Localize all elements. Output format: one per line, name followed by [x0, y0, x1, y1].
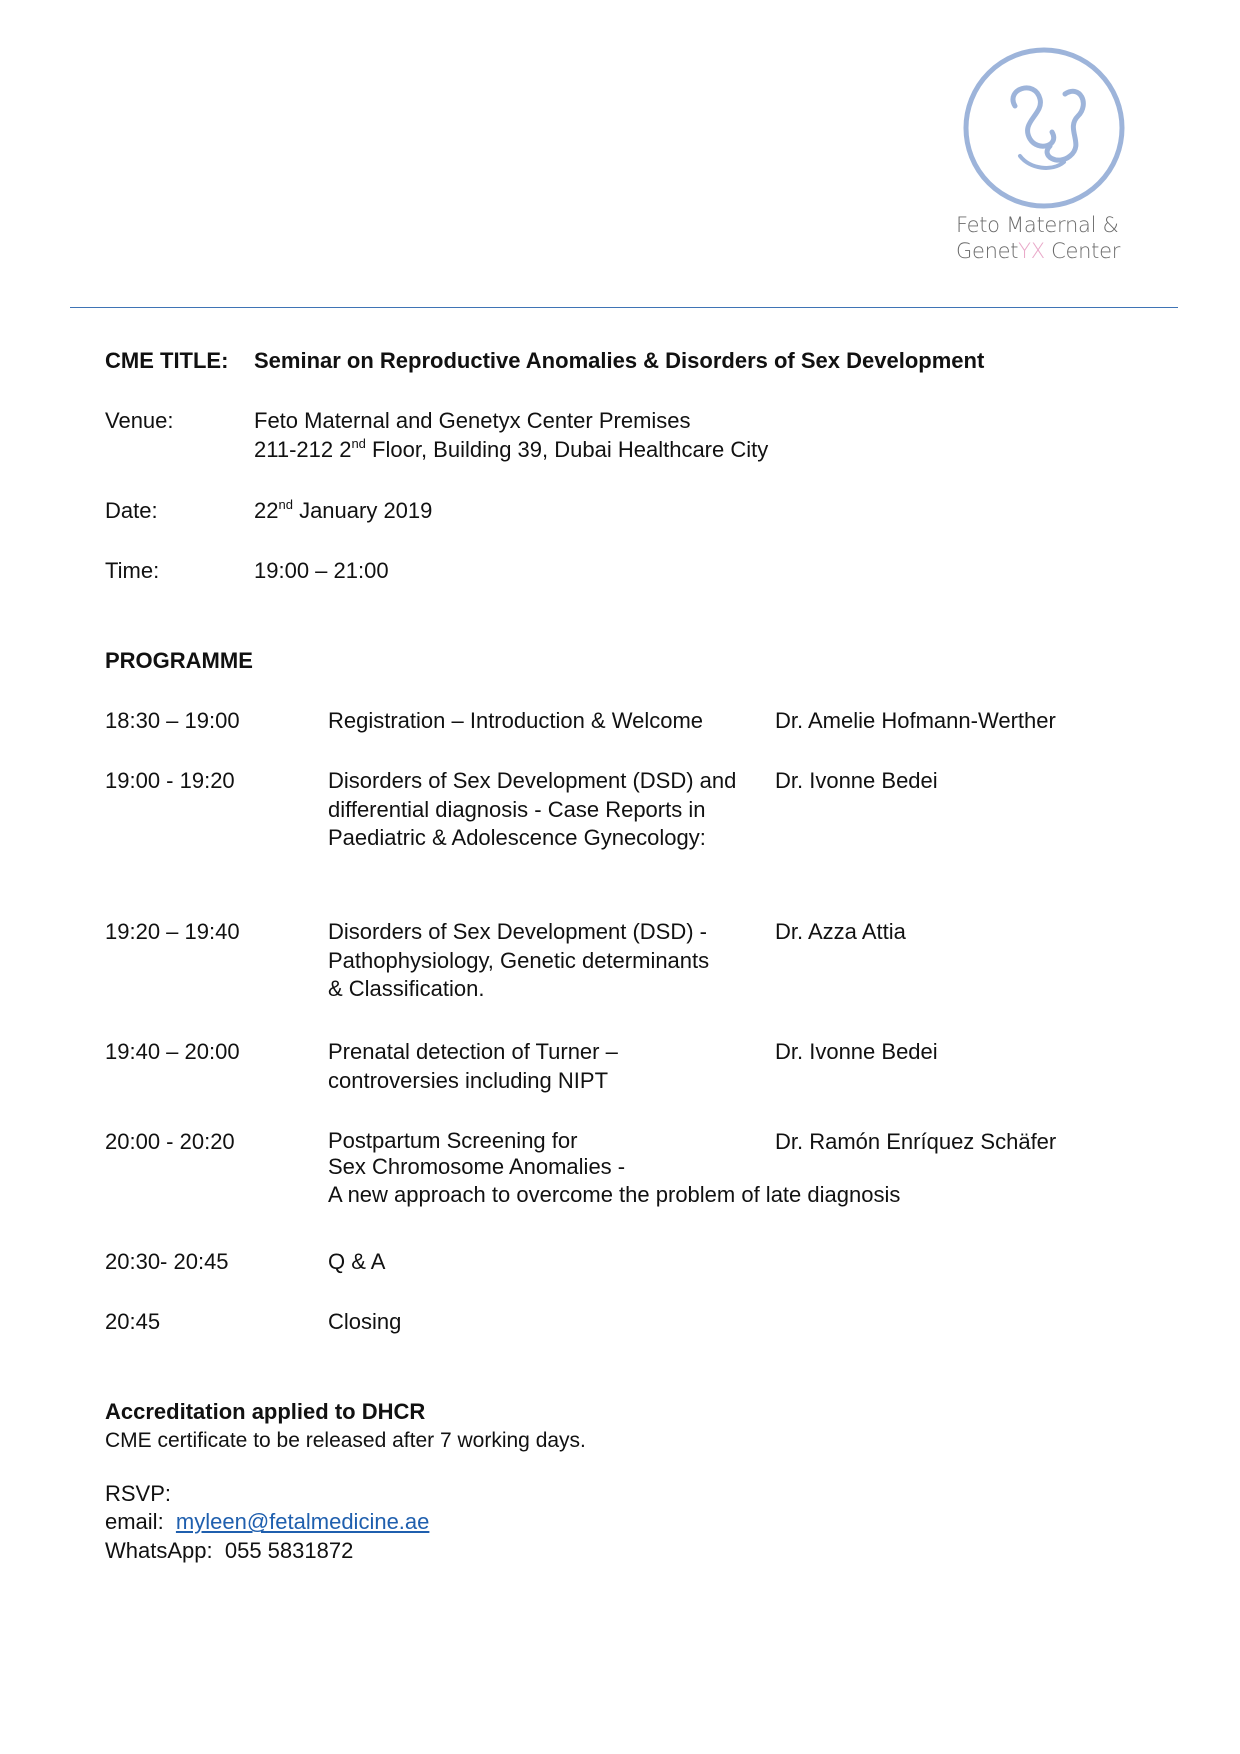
- programme-time: 20:00 - 20:20: [105, 1129, 235, 1154]
- certificate-note: CME certificate to be released after 7 working days.: [105, 1428, 586, 1452]
- programme-time: 19:40 – 20:00: [105, 1039, 240, 1064]
- programme-speaker: Dr. Ramón Enríquez Schäfer: [775, 1129, 1057, 1154]
- programme-time: 18:30 – 19:00: [105, 708, 240, 733]
- whatsapp-row: WhatsApp: 055 5831872: [105, 1538, 354, 1564]
- logo-line-2: GenetYX Center: [956, 239, 1121, 263]
- whatsapp-number: 055 5831872: [224, 1538, 354, 1564]
- venue-value: [254, 407, 1054, 464]
- cme-title: Seminar on Reproductive Anomalies & Disorders of Sex Development: [254, 348, 985, 373]
- footer-block: [105, 1398, 1125, 1566]
- logo-line-1: Feto Maternal &: [956, 213, 1119, 237]
- programme-description: Closing: [328, 1309, 402, 1334]
- programme-heading: PROGRAMME: [105, 648, 253, 673]
- center-logo: [956, 44, 1156, 274]
- venue-line-1: Feto Maternal and Genetyx Center Premises: [254, 408, 691, 433]
- venue-line-2: 211-212 2nd Floor, Building 39, Dubai Healthcare City: [254, 435, 769, 462]
- venue-label: Venue:: [105, 408, 174, 433]
- logo-wordmark: [956, 212, 1156, 264]
- programme-description: Disorders of Sex Development (DSD) - Pathophysiology, Genetic determinants & Classification.: [328, 919, 710, 1002]
- header-divider: [70, 307, 1178, 308]
- programme-speaker: Dr. Amelie Hofmann-Werther: [775, 708, 1056, 733]
- programme-description: Q & A: [328, 1249, 386, 1274]
- programme-time: 19:00 - 19:20: [105, 768, 235, 793]
- programme-speaker: Dr. Ivonne Bedei: [775, 768, 938, 793]
- email-row: email: myleen@fetalmedicine.ae: [105, 1509, 430, 1535]
- email-link[interactable]: myleen@fetalmedicine.ae: [175, 1509, 430, 1535]
- fetus-logo-icon: [960, 44, 1128, 212]
- programme-description: Registration – Introduction & Welcome: [328, 708, 703, 733]
- programme-speaker: Dr. Ivonne Bedei: [775, 1039, 938, 1064]
- programme-time: 20:45: [105, 1309, 161, 1334]
- programme-time: 19:20 – 19:40: [105, 919, 240, 944]
- programme-description: Postpartum Screening for Sex Chromosome Anomalies - A new approach to overcome the problem of late diagnosis: [328, 1128, 901, 1207]
- programme-description: Prenatal detection of Turner – controversies including NIPT: [328, 1039, 618, 1093]
- date-value: 22nd January 2019: [254, 497, 433, 523]
- accreditation-note: Accreditation applied to DHCR: [105, 1399, 426, 1424]
- time-value: 19:00 – 21:00: [254, 558, 389, 583]
- programme-time: 20:30- 20:45: [105, 1249, 229, 1274]
- programme-speaker: Dr. Azza Attia: [775, 919, 906, 944]
- cme-title-label: CME TITLE:: [105, 348, 229, 373]
- rsvp-label: RSVP:: [105, 1480, 172, 1506]
- date-label: Date:: [105, 498, 158, 523]
- programme-description: Disorders of Sex Development (DSD) and differential diagnosis - Case Reports in Paediatric & Adolescence Gynecology:: [328, 768, 737, 851]
- time-label: Time:: [105, 558, 160, 583]
